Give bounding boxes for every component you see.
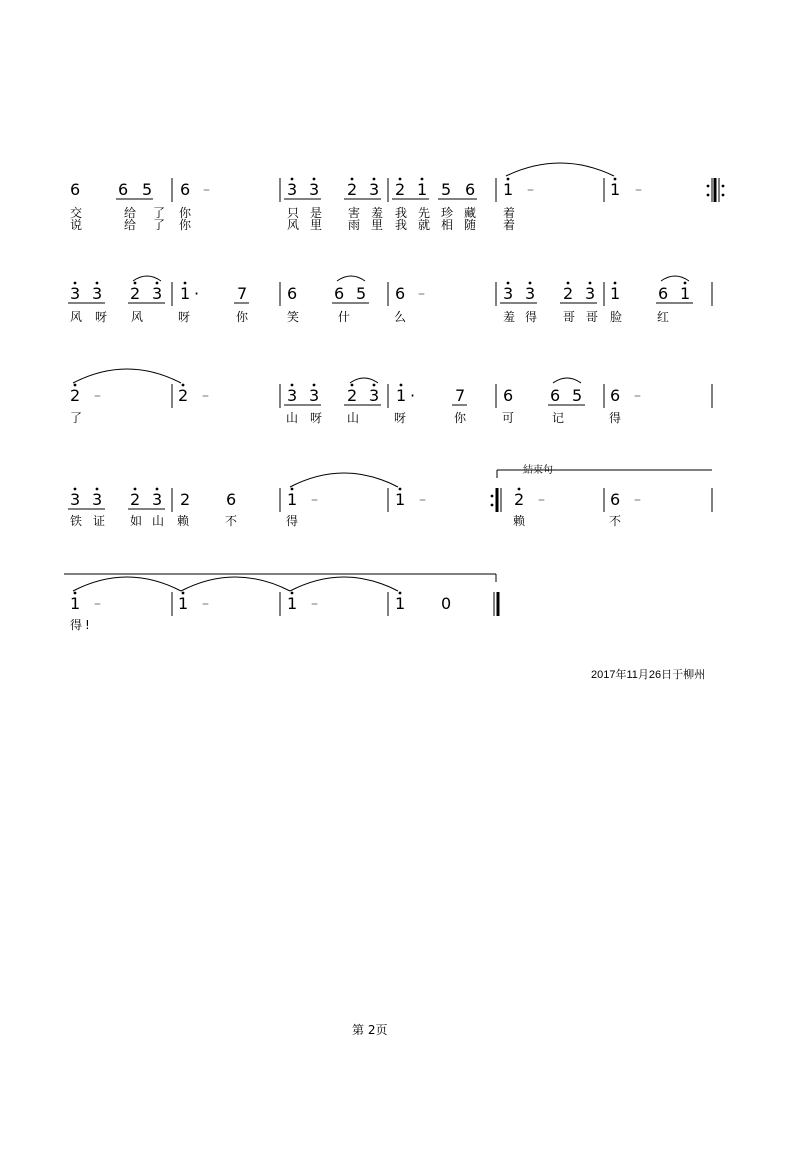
- note: 1: [287, 490, 298, 509]
- note: 3: [503, 284, 514, 303]
- sustain-dash: –: [202, 388, 209, 404]
- lyric-char: 交: [70, 206, 83, 220]
- note: 6: [395, 284, 406, 303]
- lyric-char: 呀: [95, 310, 108, 324]
- note: 3: [309, 180, 320, 199]
- sustain-dash: –: [634, 492, 641, 508]
- sustain-dash: –: [419, 492, 426, 508]
- note: 1: [610, 180, 621, 199]
- note: 1: [287, 594, 298, 613]
- note: 3: [152, 284, 163, 303]
- note: 2: [395, 180, 406, 199]
- lyric-char: 是: [310, 206, 323, 220]
- lyric-char: 藏: [464, 206, 477, 220]
- lyric-char: 我: [395, 206, 408, 220]
- note: 1: [503, 180, 514, 199]
- note: 6: [118, 180, 129, 199]
- lyric-char: 先: [418, 206, 431, 220]
- sustain-dash: –: [635, 182, 642, 198]
- lyric-char: 羞: [371, 206, 384, 220]
- lyric-char: 记: [552, 411, 565, 425]
- lyric-char: 你: [236, 310, 249, 324]
- note: 6: [550, 386, 561, 405]
- note: 3: [92, 490, 103, 509]
- lyric-char: 着: [503, 206, 516, 220]
- lyric-char: 什: [338, 310, 351, 324]
- note: 3: [70, 284, 81, 303]
- lyric-char: 害: [348, 206, 361, 220]
- note: 3: [92, 284, 103, 303]
- lyric-char: 了: [70, 411, 83, 425]
- note: 3: [309, 386, 320, 405]
- lyric-char: 如: [130, 514, 143, 528]
- lyric-char: 了: [153, 218, 166, 232]
- note: 6: [503, 386, 514, 405]
- note: 3: [70, 490, 81, 509]
- note: 6: [226, 490, 237, 509]
- lyric-char: 珍: [441, 206, 454, 220]
- note: 3: [369, 386, 380, 405]
- note: 3: [152, 490, 163, 509]
- lyric-char: 风: [131, 310, 144, 324]
- ending-label: 結束句: [523, 465, 553, 476]
- note: 3: [287, 386, 298, 405]
- note: 2: [130, 284, 141, 303]
- lyric-char: 不: [225, 514, 238, 528]
- lyric-char: 给: [124, 206, 137, 220]
- note: 3: [585, 284, 596, 303]
- lyric-char: 风: [287, 218, 300, 232]
- lyric-char: 只: [287, 206, 300, 220]
- lyric-char: 着: [503, 218, 516, 232]
- note: 6: [465, 180, 476, 199]
- lyric-char: 证: [93, 514, 106, 528]
- note: 6: [610, 490, 621, 509]
- lyric-char: 了: [153, 206, 166, 220]
- lyric-char: 给: [124, 218, 137, 232]
- lyric-char: 羞: [503, 310, 516, 324]
- note: 6: [180, 180, 191, 199]
- sustain-dash: –: [94, 388, 101, 404]
- note: 6: [287, 284, 298, 303]
- note: ·: [410, 386, 416, 405]
- note: 1: [680, 284, 691, 303]
- note: 1: [180, 284, 191, 303]
- note: 3: [369, 180, 380, 199]
- note: 6: [610, 386, 621, 405]
- lyric-char: 你: [454, 411, 467, 425]
- note: 5: [356, 284, 367, 303]
- note: 0: [441, 594, 452, 613]
- note: 2: [130, 490, 141, 509]
- sustain-dash: –: [634, 388, 641, 404]
- sustain-dash: –: [311, 492, 318, 508]
- note: 1: [395, 594, 406, 613]
- lyric-char: 得: [286, 514, 299, 528]
- lyric-char: 就: [418, 218, 431, 232]
- note: 2: [347, 180, 358, 199]
- lyric-char: 山: [286, 411, 299, 425]
- note: 2: [347, 386, 358, 405]
- lyric-char: 呀: [178, 310, 191, 324]
- lyric-char: 山: [152, 514, 165, 528]
- lyric-char: 得: [70, 618, 83, 632]
- note: 5: [572, 386, 583, 405]
- sustain-dash: –: [418, 286, 425, 302]
- sustain-dash: –: [202, 596, 209, 612]
- note: 6: [334, 284, 345, 303]
- lyric-char: 风: [70, 310, 83, 324]
- note: 2: [178, 386, 189, 405]
- note: 1: [610, 284, 621, 303]
- note: 7: [237, 284, 248, 303]
- sustain-dash: –: [94, 596, 101, 612]
- page-number: 第 2页: [352, 1023, 388, 1037]
- note: 1: [70, 594, 81, 613]
- lyric-char: 哥: [563, 310, 576, 324]
- lyric-char: !: [85, 618, 90, 632]
- lyric-char: 我: [395, 218, 408, 232]
- lyric-char: 你: [179, 206, 192, 220]
- note: 3: [287, 180, 298, 199]
- sustain-dash: –: [527, 182, 534, 198]
- lyric-char: 随: [464, 218, 477, 232]
- lyric-char: 哥: [586, 310, 599, 324]
- sustain-dash: –: [203, 182, 210, 198]
- lyric-char: 你: [179, 218, 192, 232]
- note: 2: [563, 284, 574, 303]
- lyric-char: 不: [609, 514, 622, 528]
- note: 5: [441, 180, 452, 199]
- lyric-char: 雨: [348, 218, 361, 232]
- lyric-char: 可: [502, 411, 515, 425]
- note: ·: [194, 284, 200, 303]
- lyric-char: 赖: [513, 514, 526, 528]
- date-line: 2017年11月26日于柳州: [591, 669, 706, 681]
- lyric-char: 笑: [287, 310, 300, 324]
- note: 2: [70, 386, 81, 405]
- lyric-char: 里: [310, 218, 323, 232]
- lyric-char: 红: [657, 310, 670, 324]
- note: 2: [180, 490, 191, 509]
- lyric-char: 赖: [177, 514, 190, 528]
- note: 1: [396, 386, 407, 405]
- note: 1: [178, 594, 189, 613]
- lyric-char: 山: [347, 411, 360, 425]
- lyric-char: 相: [441, 218, 454, 232]
- note: 1: [417, 180, 428, 199]
- lyric-char: 里: [371, 218, 384, 232]
- lyric-char: 说: [70, 218, 83, 232]
- sustain-dash: –: [311, 596, 318, 612]
- lyric-char: 得: [609, 411, 622, 425]
- lyric-char: 呀: [394, 411, 407, 425]
- lyric-char: 脸: [610, 310, 623, 324]
- note: 7: [455, 386, 466, 405]
- lyric-char: 得: [525, 310, 538, 324]
- lyric-char: 铁: [70, 514, 83, 528]
- sustain-dash: –: [538, 492, 545, 508]
- note: 3: [525, 284, 536, 303]
- note: 5: [142, 180, 153, 199]
- note: 1: [395, 490, 406, 509]
- lyric-char: 呀: [310, 411, 323, 425]
- note: 6: [658, 284, 669, 303]
- note: 6: [70, 180, 81, 199]
- note: 2: [514, 490, 525, 509]
- slur: [506, 163, 614, 176]
- lyric-char: 么: [394, 310, 407, 324]
